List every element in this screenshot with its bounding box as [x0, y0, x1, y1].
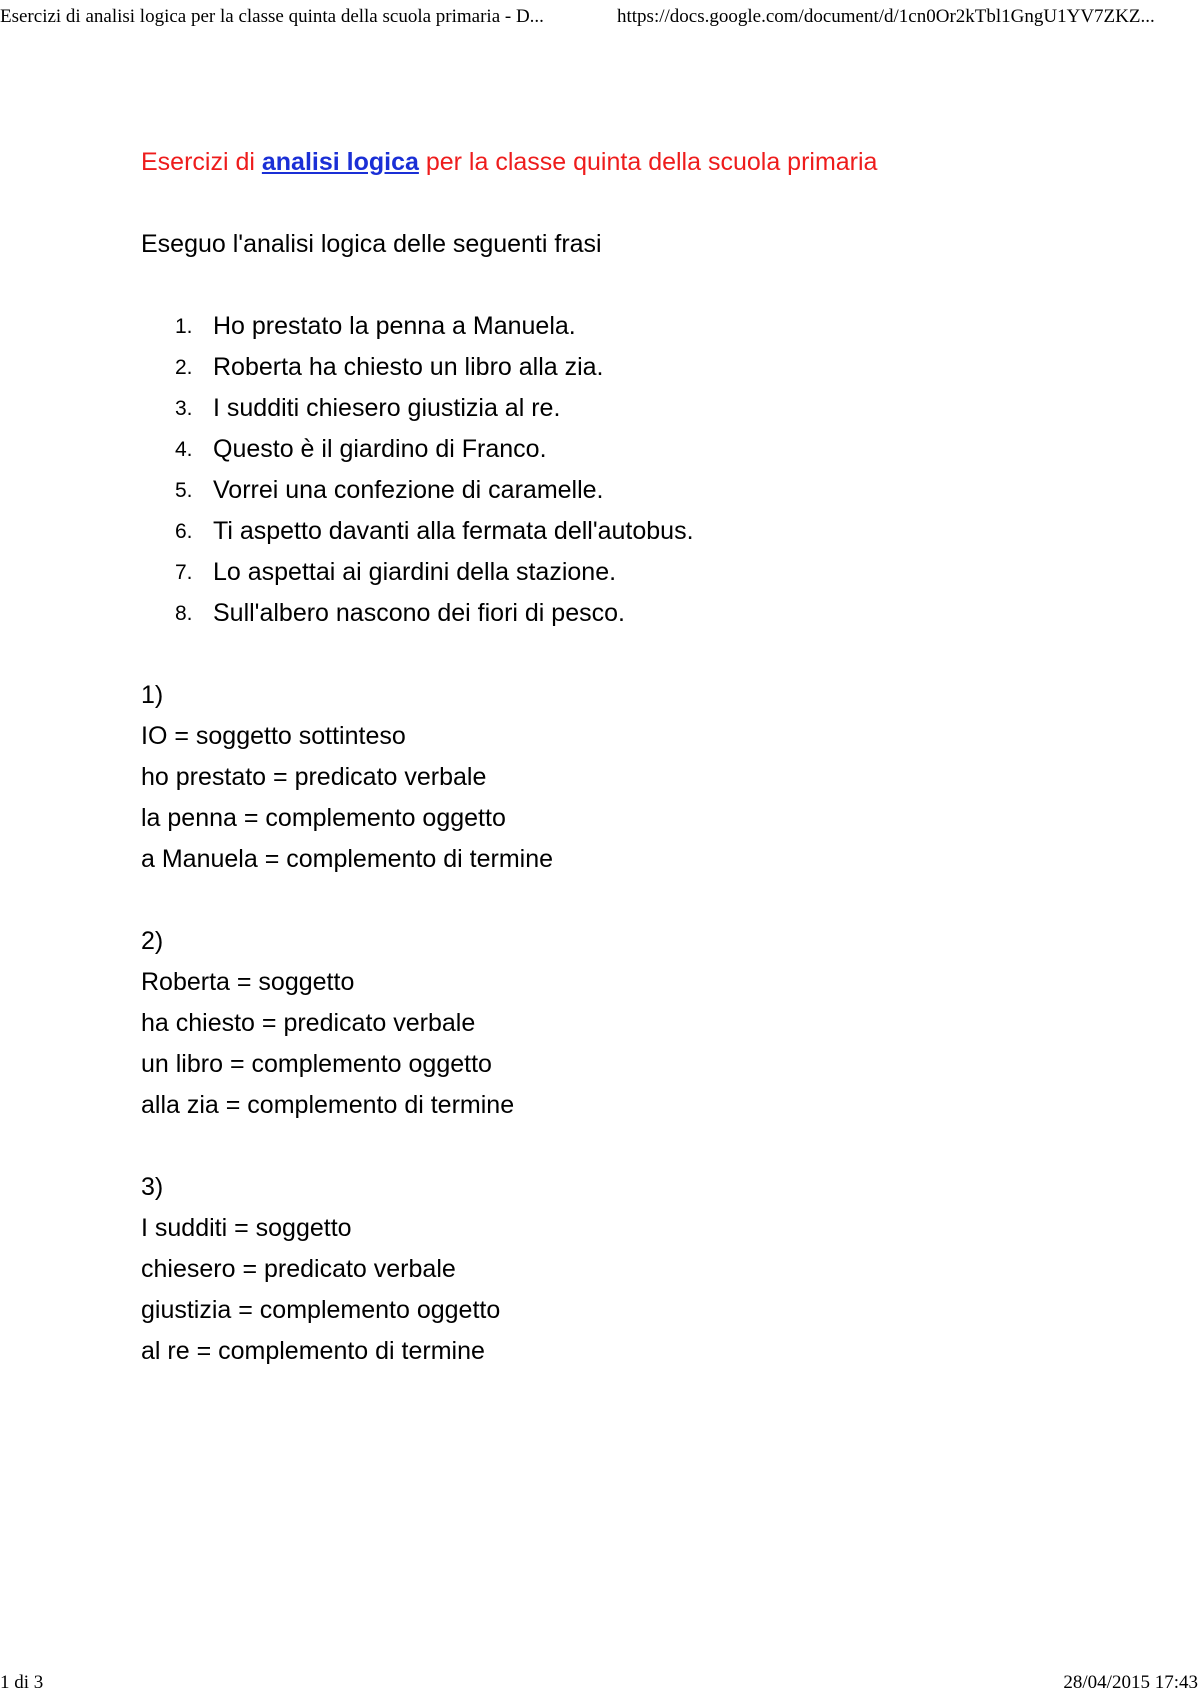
list-item-text: Sull'albero nascono dei fiori di pesco.: [213, 599, 625, 627]
analysis-heading: 2): [141, 927, 164, 955]
list-item: [141, 347, 1141, 388]
analisi-logica-link[interactable]: analisi logica: [261, 148, 419, 176]
list-item-text: Roberta ha chiesto un libro alla zia.: [213, 353, 604, 381]
document-title: [141, 142, 1141, 183]
list-item-text: Ti aspetto davanti alla fermata dell'autobus.: [213, 517, 694, 545]
analysis-heading: 1): [141, 681, 164, 709]
analysis-line: I sudditi = soggetto: [141, 1214, 352, 1242]
analysis-line: al re = complemento di termine: [141, 1337, 485, 1365]
analysis-line: ha chiesto = predicato verbale: [141, 1009, 476, 1037]
list-item: [141, 429, 1141, 470]
list-item: [141, 552, 1141, 593]
analysis-line: chiesero = predicato verbale: [141, 1255, 456, 1283]
list-item-number: 3.: [175, 397, 193, 420]
analysis-heading: 3): [141, 1173, 164, 1201]
list-item-text: Questo è il giardino di Franco.: [213, 435, 547, 463]
list-item-number: 1.: [175, 315, 193, 338]
list-item-number: 2.: [175, 356, 193, 379]
list-item-number: 8.: [175, 602, 193, 625]
title-suffix: per la classe quinta della scuola primaria: [418, 148, 878, 176]
analysis-block: [141, 675, 1141, 880]
document-body: [141, 142, 1141, 1372]
analyses-container: [141, 675, 1141, 1372]
print-footer: [0, 1672, 1200, 1696]
analysis-line: ho prestato = predicato verbale: [141, 763, 487, 791]
list-item-text: I sudditi chiesero giustizia al re.: [213, 394, 561, 422]
list-item-number: 5.: [175, 479, 193, 502]
analysis-line: Roberta = soggetto: [141, 968, 355, 996]
list-item-text: Lo aspettai ai giardini della stazione.: [213, 558, 617, 586]
page-title-header: Esercizi di analisi logica per la classe quinta della scuola primaria - D...: [0, 6, 544, 27]
title-prefix: Esercizi di: [141, 148, 262, 176]
list-item: [141, 593, 1141, 634]
list-item-number: 4.: [175, 438, 193, 461]
analysis-line: la penna = complemento oggetto: [141, 804, 506, 832]
list-item: [141, 511, 1141, 552]
list-item-text: Vorrei una confezione di caramelle.: [213, 476, 604, 504]
analysis-block: [141, 921, 1141, 1126]
analysis-block: [141, 1167, 1141, 1372]
list-item-text: Ho prestato la penna a Manuela.: [213, 312, 576, 340]
intro-text: Eseguo l'analisi logica delle seguenti frasi: [141, 230, 602, 258]
list-item: [141, 306, 1141, 347]
list-item: [141, 470, 1141, 511]
analysis-line: a Manuela = complemento di termine: [141, 845, 554, 873]
page-counter: 1 di 3: [0, 1672, 44, 1693]
list-item-number: 7.: [175, 561, 193, 584]
analysis-line: alla zia = complemento di termine: [141, 1091, 515, 1119]
sentence-list: [141, 306, 1141, 634]
list-item: [141, 388, 1141, 429]
print-header: [0, 6, 1200, 30]
list-item-number: 6.: [175, 520, 193, 543]
analysis-line: un libro = complemento oggetto: [141, 1050, 492, 1078]
analysis-line: giustizia = complemento oggetto: [141, 1296, 501, 1324]
print-datetime: 28/04/2015 17:43: [1063, 1672, 1198, 1693]
page-url: https://docs.google.com/document/d/1cn0Or2kTbl1GngU1YV7ZKZ...: [617, 6, 1155, 27]
analysis-line: IO = soggetto sottinteso: [141, 722, 406, 750]
